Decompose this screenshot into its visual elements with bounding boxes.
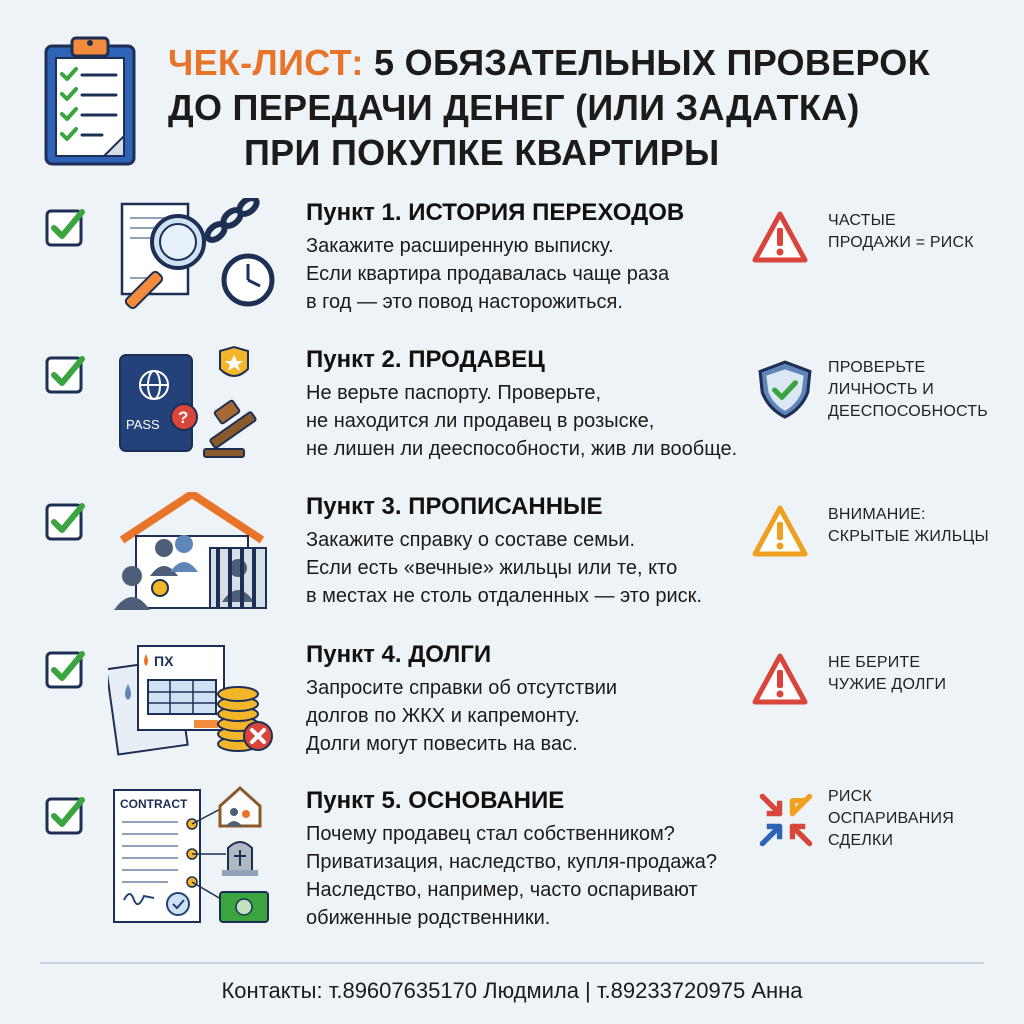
passport-label: PASS xyxy=(126,417,160,432)
title-accent: ЧЕК-ЛИСТ: xyxy=(168,42,364,83)
warning-line: ЧУЖИЕ ДОЛГИ xyxy=(828,676,947,693)
warning-line: ОСПАРИВАНИЯ xyxy=(828,810,954,827)
item-text-line: Если квартира продавалась чаще раза xyxy=(306,263,670,285)
warning-text xyxy=(828,652,1018,696)
item-body xyxy=(306,640,776,758)
checkbox-checked-icon xyxy=(44,648,88,692)
svg-text:?: ? xyxy=(178,408,189,427)
warning-line: ДЕЕСПОСОБНОСТЬ xyxy=(828,403,988,420)
item-title: Пункт 4. ДОЛГИ xyxy=(306,641,492,668)
warning-text xyxy=(828,786,1018,852)
passport-badge-gavel-icon xyxy=(108,345,288,465)
item-text-line: Закажите справку о составе семьи. xyxy=(306,529,636,551)
checklist-item-5 xyxy=(0,786,1024,956)
red-warning-triangle-icon xyxy=(752,652,808,708)
checkbox-checked-icon xyxy=(44,353,88,397)
item-text-line: не находится ли продавец в розыске, xyxy=(306,410,655,432)
item-text-line: не лишен ли дееспособности, жив ли вообще. xyxy=(306,438,738,460)
conflict-arrows-icon xyxy=(756,790,816,850)
item-title: Пункт 2. ПРОДАВЕЦ xyxy=(306,346,545,373)
item-text-line: Приватизация, наследство, купля-продажа? xyxy=(306,851,717,873)
item-text xyxy=(306,820,776,932)
warning-text xyxy=(828,504,1018,548)
warning-line: РИСК xyxy=(828,788,872,805)
item-text xyxy=(306,232,776,316)
warning-text xyxy=(828,210,1018,254)
warning-line: ПРОДАЖИ = РИСК xyxy=(828,234,974,251)
item-text-line: Долги могут повесить на вас. xyxy=(306,733,578,755)
title-line-2: ДО ПЕРЕДАЧИ ДЕНЕГ (ИЛИ ЗАДАТКА) xyxy=(168,87,860,128)
item-text-line: Почему продавец стал собственником? xyxy=(306,823,675,845)
item-text-line: в местах не столь отдаленных — это риск. xyxy=(306,585,702,607)
warning-line: ЧАСТЫЕ xyxy=(828,212,896,229)
house-residents-prison-icon xyxy=(108,492,288,612)
checklist-item-3 xyxy=(0,492,1024,637)
item-body xyxy=(306,345,776,463)
warning-line: НЕ БЕРИТЕ xyxy=(828,654,921,671)
contract-label: CONTRACT xyxy=(120,797,188,811)
item-body xyxy=(306,492,776,610)
header xyxy=(0,0,1024,190)
contract-basis-icon xyxy=(108,782,288,932)
item-text xyxy=(306,526,776,610)
orange-warning-triangle-icon xyxy=(752,504,808,560)
footer-contacts: Контакты: т.89607635170 Людмила | т.89233720975 Анна xyxy=(221,978,803,1003)
checkbox-checked-icon xyxy=(44,206,88,250)
item-body xyxy=(306,786,776,932)
warning-line: ЛИЧНОСТЬ И xyxy=(828,381,934,398)
footer-divider xyxy=(40,962,984,964)
warning-text xyxy=(828,357,1018,423)
checklist-item-1 xyxy=(0,198,1024,343)
warning-line: СДЕЛКИ xyxy=(828,832,894,849)
warning-line: СКРЫТЫЕ ЖИЛЬЦЫ xyxy=(828,528,989,545)
page-title xyxy=(168,40,1008,175)
utility-bills-coins-icon xyxy=(108,640,288,760)
warning-line: ВНИМАНИЕ: xyxy=(828,506,926,523)
clipboard-checklist-icon xyxy=(42,34,138,168)
item-body xyxy=(306,198,776,316)
checklist-item-2 xyxy=(0,345,1024,490)
item-text-line: Закажите расширенную выписку. xyxy=(306,235,614,257)
red-warning-triangle-icon xyxy=(752,210,808,266)
item-title: Пункт 1. ИСТОРИЯ ПЕРЕХОДОВ xyxy=(306,199,685,226)
document-magnifier-chain-icon xyxy=(108,198,288,318)
warning-line: ПРОВЕРЬТЕ xyxy=(828,359,926,376)
item-text-line: долгов по ЖКХ и капремонту. xyxy=(306,705,580,727)
item-text-line: Не верьте паспорту. Проверьте, xyxy=(306,382,602,404)
bill-label: ПХ xyxy=(154,653,174,669)
item-text-line: Если есть «вечные» жильцы или те, кто xyxy=(306,557,678,579)
shield-check-icon xyxy=(756,357,814,419)
checkbox-checked-icon xyxy=(44,794,88,838)
item-text-line: в год — это повод насторожиться. xyxy=(306,291,623,313)
item-text xyxy=(306,674,776,758)
title-line-1: 5 ОБЯЗАТЕЛЬНЫХ ПРОВЕРОК xyxy=(363,42,930,83)
item-text-line: обиженные родственники. xyxy=(306,907,551,929)
checkbox-checked-icon xyxy=(44,500,88,544)
item-text-line: Наследство, например, часто оспаривают xyxy=(306,879,698,901)
title-line-3: ПРИ ПОКУПКЕ КВАРТИРЫ xyxy=(244,132,720,173)
item-title: Пункт 3. ПРОПИСАННЫЕ xyxy=(306,493,603,520)
item-text xyxy=(306,379,776,463)
checklist-item-4 xyxy=(0,640,1024,785)
item-text-line: Запросите справки об отсутствии xyxy=(306,677,618,699)
item-title: Пункт 5. ОСНОВАНИЕ xyxy=(306,787,565,814)
